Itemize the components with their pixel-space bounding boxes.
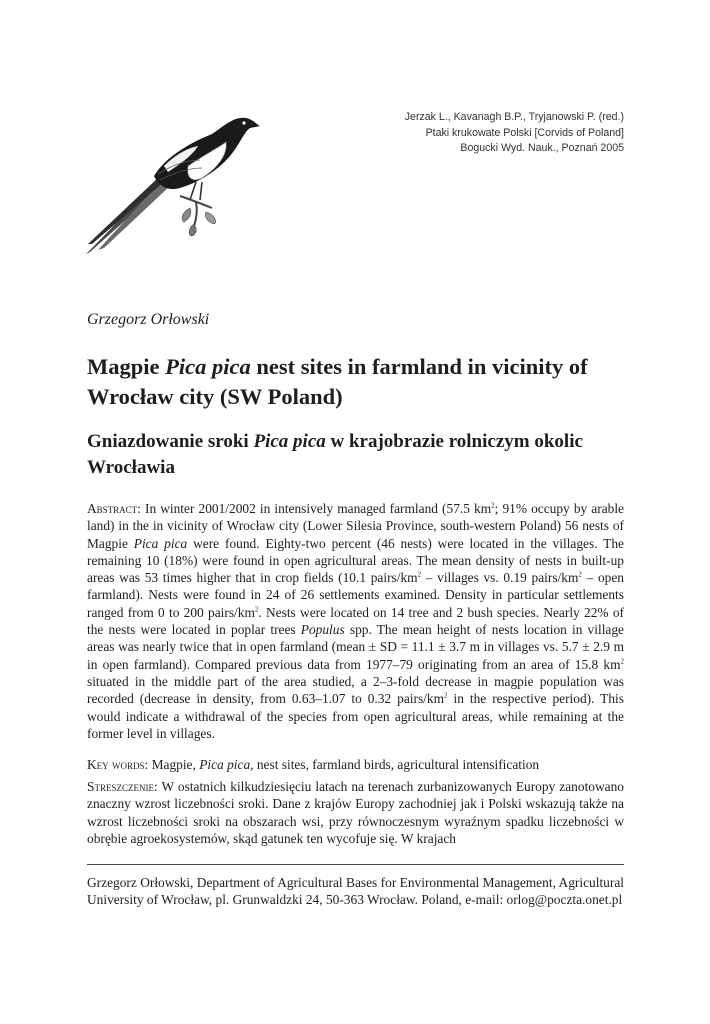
superscript: 2 [444,691,448,700]
abstract-text: were found. Eighty-two percent (46 nests) were located in the villages. The remaining 10 (18%) were found in open agricultural areas. The mean density of nests in built-up areas was 53 times higher that in crop fields (10.1 pairs/km [87,535,624,586]
keywords-text: Magpie, [148,757,200,772]
citation-publisher: Bogucki Wyd. Nauk., Poznań 2005 [460,142,624,154]
abstract-species: Pica pica [133,535,188,551]
title-pl-species: Pica pica [253,431,326,452]
keywords-species: Pica pica [199,757,251,772]
title-pl-part: Gniazdowanie sroki [87,431,254,452]
title-part: Magpie [87,354,166,379]
abstract-text: in the respective period). This would indicate a withdrawal of the species from open agricultural areas, while remaining at the former level in villages. [87,691,624,741]
superscript: 2 [620,657,624,666]
superscript: 2 [491,501,495,510]
keywords [87,756,624,773]
abstract-text: In winter 2001/2002 in intensively managed farmland (57.5 km [140,501,492,516]
abstract-text: – open farmland). Nests were found in 24 of 26 settlements examined. Density in particular settlements ranged from 0 to 200 pairs/km [87,570,624,620]
streszczenie-label: Streszczenie: [87,779,158,794]
magpie-illustration [84,104,264,259]
abstract-text: spp. The mean height of nests location in village areas was nearly twice that in open farmland (mean ± SD = 11.1 ± 3.7 m in villages vs. 5.7 ± 2.9 m in open farmland). Compared previous data from 1977–79 originating from an area of 15.8 km [87,622,625,672]
streszczenie [87,778,624,847]
paper-title [87,352,627,412]
citation-editors: Jerzak L., Kavanagh B.P., Tryjanowski P. (red.) [404,111,624,123]
title-species: Pica pica [165,354,251,379]
title-pl-part: w krajobrazie rolniczym okolic Wrocławia [87,431,583,478]
abstract-genus: Populus [300,622,345,638]
paper-title-polish [87,429,627,480]
title-part: nest sites in farmland in vicinity of Wrocław city (SW Poland) [87,354,588,409]
superscript: 2 [578,570,582,579]
abstract-text: ; 91% occupy by arable land) in the in vicinity of Wrocław city (Lower Silesia Province, south-western Poland) 56 nests of Magpie [87,501,624,551]
abstract-text: – villages vs. 0.19 pairs/km [421,570,579,586]
abstract-text: . Nests were located on 14 tree and 2 bush species. Nearly 22% of the nests were located in poplar trees [87,604,624,638]
superscript: 2 [254,605,259,614]
abstract-text: situated in the middle part of the area studied, a 2–3-fold decrease in magpie population was recorded (decrease in density, from 0.63–1.07 to 0.32 pairs/km [87,673,624,707]
keywords-text: , nest sites, farmland birds, agricultural intensification [250,757,540,772]
citation-book-title: Ptaki krukowate Polski [Corvids of Poland] [425,126,624,139]
author-name: Grzegorz Orłowski [87,311,210,328]
footnote-divider [87,864,624,865]
abstract-label: Abstract: [87,501,141,516]
author-affiliation: Grzegorz Orłowski, Department of Agricultural Bases for Environmental Management, Agricultural University of Wrocław, pl. Grunwaldzki 24, 50-363 Wrocław. Poland, e-mail: orlog@poczta.onet.pl [87,875,624,908]
streszczenie-text: W ostatnich kilkudziesięciu latach na terenach zurbanizowanych Europy zanotowano znaczny wzrost liczebności sroki. Dane z krajów Europy zachodniej jak i Polski wskazują także na wzrost liczebności sroki na obszarach wsi, przy równoczesnym wyraźnym spadku liczebności w obrębie agroekosystemów, skąd gatunek ten wycofuje się. W krajach [87,779,624,846]
keywords-label: Key words: [87,757,149,772]
abstract [87,500,624,742]
superscript: 2 [417,570,422,579]
book-citation [405,110,624,157]
